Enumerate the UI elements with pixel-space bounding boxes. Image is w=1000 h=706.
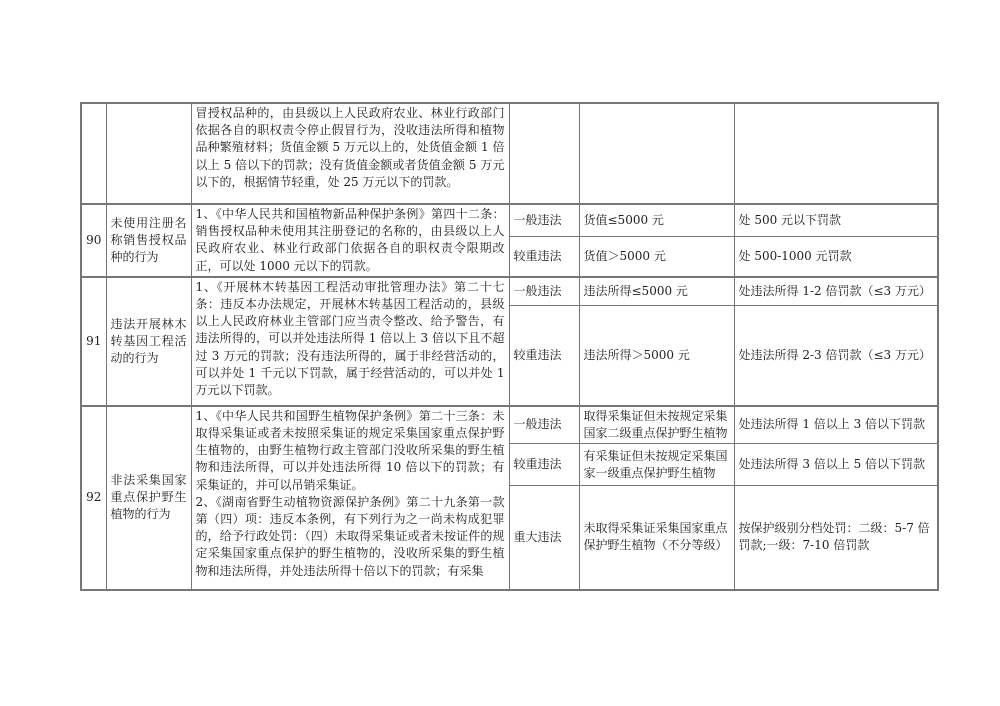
penalty-cell: 处违法所得 3 倍以上 5 倍以下罚款 [734,444,938,486]
condition-cell: 违法所得≤5000 元 [579,277,734,306]
carryover-legal-cell [191,103,509,204]
legal-paragraph: 冒授权品种的，由县级以上人民政府农业、林业行政部门依据各自的职权责令停止假冒行为，没收违法所得和植物品种繁殖材料；货值金额 5 万元以上的，处货值金额 1 倍以上 5 倍以下的罚款；没有货值金额或者货值金额 5 万元以下的，根据情节轻重，处 25 万元以下的罚款。 [195,106,505,189]
legal-basis-cell [191,406,509,590]
condition-cell: 违法所得＞5000 元 [579,306,734,406]
carryover-row [81,103,938,204]
legal-paragraph: 1、《中华人民共和国野生植物保护条例》第二十三条：未取得采集证或者未按照采集证的规定采集国家重点保护野生植物的，由野生植物行政主管部门没收所采集的野生植物和违法所得，可以并处违法所得 10 倍以下的罚款；有采集证的，并可以吊销采集证。 [195,408,505,492]
entry-number-cell: 90 [81,204,106,277]
violation-level-cell: 较重违法 [509,237,579,277]
condition-cell: 货值＞5000 元 [579,237,734,277]
empty-violation-cell [106,103,191,204]
penalty-cell: 处 500 元以下罚款 [734,204,938,237]
violation-level-cell: 一般违法 [509,204,579,237]
violation-level-cell: 一般违法 [509,406,579,444]
legal-basis-cell [191,204,509,277]
violation-level-cell: 较重违法 [509,306,579,406]
violation-name-cell: 非法采集国家重点保护野生植物的行为 [106,406,191,590]
penalties-table [80,102,939,591]
legal-paragraph: 1、《开展林木转基因工程活动审批管理办法》第二十七条：违反本办法规定，开展林木转基因工程活动的，县级以上人民政府林业主管部门应当责令整改、给予警告，有违法所得的，可以并处违法所得 1 倍以上 3 倍以下且不超过 3 万元的罚款；没有违法所得的，属于非经营活动的，可以并处 1 千元以下罚款，属于经营活动的，可以并处 1 万元以下罚款。 [195,279,505,398]
entry-number-cell: 91 [81,277,106,406]
empty-number-cell [81,103,106,204]
legal-paragraph: 2、《湖南省野生动植物资源保护条例》第二十九条第一款第（四）项：违反本条例，有下列行为之一尚未构成犯罪的，给予行政处罚：（四）未取得采集证或者未按证件的规定采集国家重点保护的野生植物的，没收所采集的野生植物和违法所得，并处违法所得十倍以下的罚款；有采集 [195,494,505,578]
entry-90-row-1 [81,204,938,237]
empty-level-cell [509,103,579,204]
violation-level-cell: 较重违法 [509,444,579,486]
penalty-cell: 处违法所得 1 倍以上 3 倍以下罚款 [734,406,938,444]
entry-92-row-1 [81,406,938,444]
legal-basis-cell [191,277,509,406]
empty-condition-cell [579,103,734,204]
empty-penalty-cell [734,103,938,204]
entry-91-row-1 [81,277,938,306]
penalty-cell: 处 500-1000 元罚款 [734,237,938,277]
legal-paragraph: 1、《中华人民共和国植物新品种保护条例》第四十二条：销售授权品种未使用其注册登记的名称的，由县级以上人民政府农业、林业行政部门依据各自的职权责令限期改正，可以处 1000 元以下的罚款。 [195,207,505,273]
condition-cell: 货值≤5000 元 [579,204,734,237]
condition-cell: 有采集证但未按规定采集国家一级重点保护野生植物 [579,444,734,486]
penalty-cell: 处违法所得 1-2 倍罚款（≤3 万元） [734,277,938,306]
violation-level-cell: 一般违法 [509,277,579,306]
violation-level-cell: 重大违法 [509,486,579,590]
condition-cell: 未取得采集证采集国家重点保护野生植物（不分等级） [579,486,734,590]
violation-name-cell: 违法开展林木转基因工程活动的行为 [106,277,191,406]
penalty-cell: 处违法所得 2-3 倍罚款（≤3 万元） [734,306,938,406]
entry-number-cell: 92 [81,406,106,590]
violation-name-cell: 未使用注册名称销售授权品种的行为 [106,204,191,277]
condition-cell: 取得采集证但未按规定采集国家二级重点保护野生植物 [579,406,734,444]
penalty-cell: 按保护级别分档处罚：二级：5-7 倍罚款;一级：7-10 倍罚款 [734,486,938,590]
